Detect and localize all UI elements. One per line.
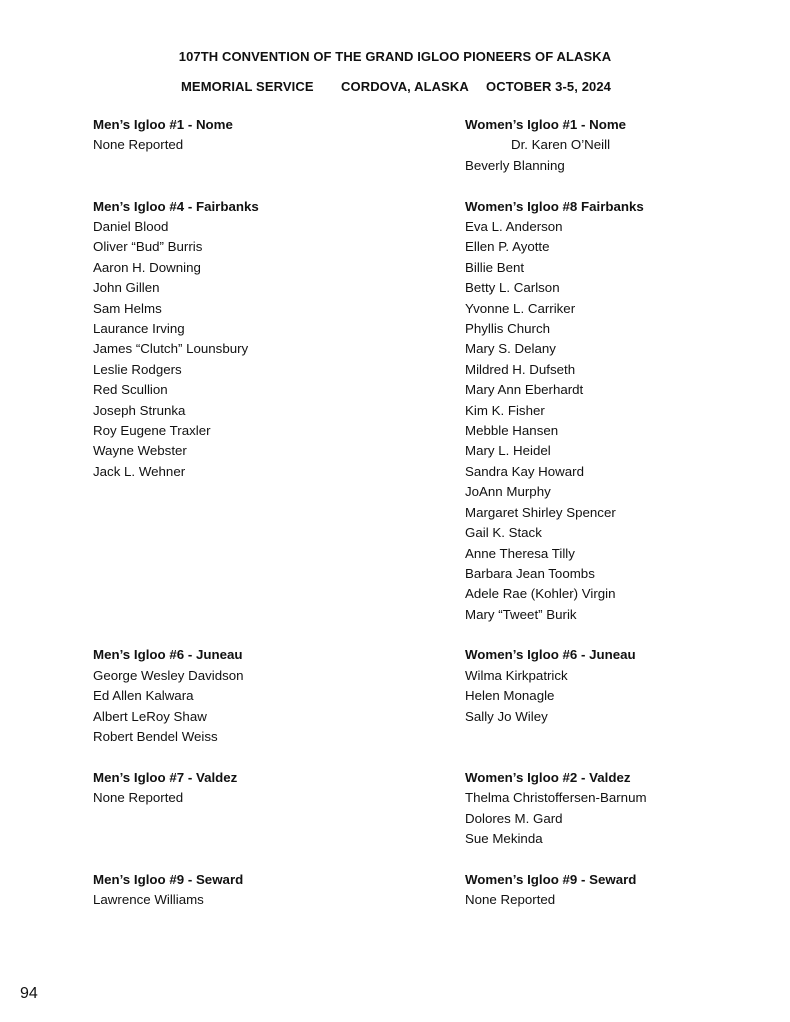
member-name: Billie Bent (465, 259, 525, 275)
member-name: Eva L. Anderson (465, 219, 563, 234)
igloo-group-header: Women’s Igloo #1 - Nome (465, 117, 627, 132)
member-name: Yvonne L. Carriker (465, 300, 576, 316)
member-name: James “Clutch” Lounsbury (93, 341, 249, 357)
member-name: Jack L. Wehner (93, 463, 186, 479)
member-name: Beverly Blanning (465, 157, 565, 173)
member-name: Anne Theresa Tilly (465, 545, 575, 561)
igloo-group (465, 870, 636, 911)
member-name: Thelma Christoffersen-Barnum (465, 790, 647, 806)
member-name: Gail K. Stack (465, 525, 542, 541)
member-name: Leslie Rodgers (93, 361, 182, 377)
member-name: Mary “Tweet” Burik (465, 606, 577, 622)
igloo-group-header: Men’s Igloo #9 - Seward (93, 871, 244, 887)
igloo-group (93, 768, 237, 809)
member-name: Dr. Karen O’Neill (511, 137, 611, 153)
member-name: Mary Ann Eberhardt (465, 382, 584, 398)
member-name: None Reported (93, 137, 184, 153)
member-name: Mary L. Heidel (465, 443, 551, 459)
member-name: George Wesley Davidson (93, 667, 244, 683)
page-title: 107TH CONVENTION OF THE GRAND IGLOO PIONEERS OF ALASKA (178, 49, 612, 64)
member-name: Sandra Kay Howard (465, 463, 584, 479)
member-name: Wayne Webster (93, 443, 187, 459)
igloo-group-header: Women’s Igloo #2 - Valdez (465, 769, 631, 785)
member-name: John Gillen (93, 280, 160, 296)
member-name: None Reported (465, 892, 556, 908)
member-name: Robert Bendel Weiss (93, 729, 218, 745)
member-name: JoAnn Murphy (465, 484, 551, 500)
member-name: Aaron H. Downing (93, 259, 201, 275)
subtitle-location: CORDOVA, ALASKA (341, 79, 469, 94)
member-name: Betty L. Carlson (465, 280, 560, 296)
igloo-group (93, 197, 259, 483)
member-name: Ed Allen Kalwara (93, 688, 194, 704)
igloo-group (93, 115, 233, 156)
member-name: Phyllis Church (465, 321, 550, 337)
igloo-group (93, 870, 243, 911)
igloo-group (465, 197, 644, 626)
igloo-group-header: Men’s Igloo #4 - Fairbanks (93, 198, 259, 214)
igloo-group (93, 645, 244, 747)
igloo-group-header: Men’s Igloo #6 - Juneau (93, 647, 243, 663)
member-name: Laurance Irving (93, 321, 185, 337)
igloo-group-header: Women’s Igloo #9 - Seward (465, 871, 637, 887)
member-name: Mildred H. Dufseth (465, 361, 576, 377)
subtitle-dates: OCTOBER 3-5, 2024 (486, 79, 612, 94)
member-name: Barbara Jean Toombs (465, 565, 595, 581)
member-name: Mebble Hansen (465, 423, 559, 439)
subtitle-service: MEMORIAL SERVICE (181, 79, 314, 94)
member-name: Lawrence Williams (93, 892, 204, 908)
member-name: Sue Mekinda (465, 831, 543, 847)
page-number: 94 (20, 985, 38, 1002)
igloo-group-header: Men’s Igloo #1 - Nome (93, 117, 233, 132)
member-name: Joseph Strunka (93, 402, 186, 418)
member-name: None Reported (93, 790, 184, 806)
igloo-group-header: Men’s Igloo #7 - Valdez (93, 769, 238, 785)
igloo-group-header: Women’s Igloo #8 Fairbanks (465, 198, 644, 214)
member-name: Sally Jo Wiley (465, 708, 548, 724)
member-name: Dolores M. Gard (465, 810, 563, 826)
member-name: Kim K. Fisher (465, 402, 545, 418)
igloo-group-header: Women’s Igloo #6 - Juneau (465, 647, 636, 663)
member-name: Oliver “Bud” Burris (93, 239, 203, 255)
member-name: Adele Rae (Kohler) Virgin (465, 586, 616, 602)
member-name: Daniel Blood (93, 219, 169, 234)
member-name: Helen Monagle (465, 688, 555, 704)
member-name: Sam Helms (93, 300, 162, 316)
member-name: Ellen P. Ayotte (465, 239, 550, 255)
igloo-group (465, 768, 647, 850)
igloo-group (465, 645, 636, 727)
member-name: Wilma Kirkpatrick (465, 667, 568, 683)
igloo-group (465, 115, 626, 176)
member-name: Roy Eugene Traxler (93, 423, 211, 439)
member-name: Albert LeRoy Shaw (93, 708, 207, 724)
member-name: Red Scullion (93, 382, 168, 398)
member-name: Margaret Shirley Spencer (465, 504, 616, 520)
member-name: Mary S. Delany (465, 341, 556, 357)
